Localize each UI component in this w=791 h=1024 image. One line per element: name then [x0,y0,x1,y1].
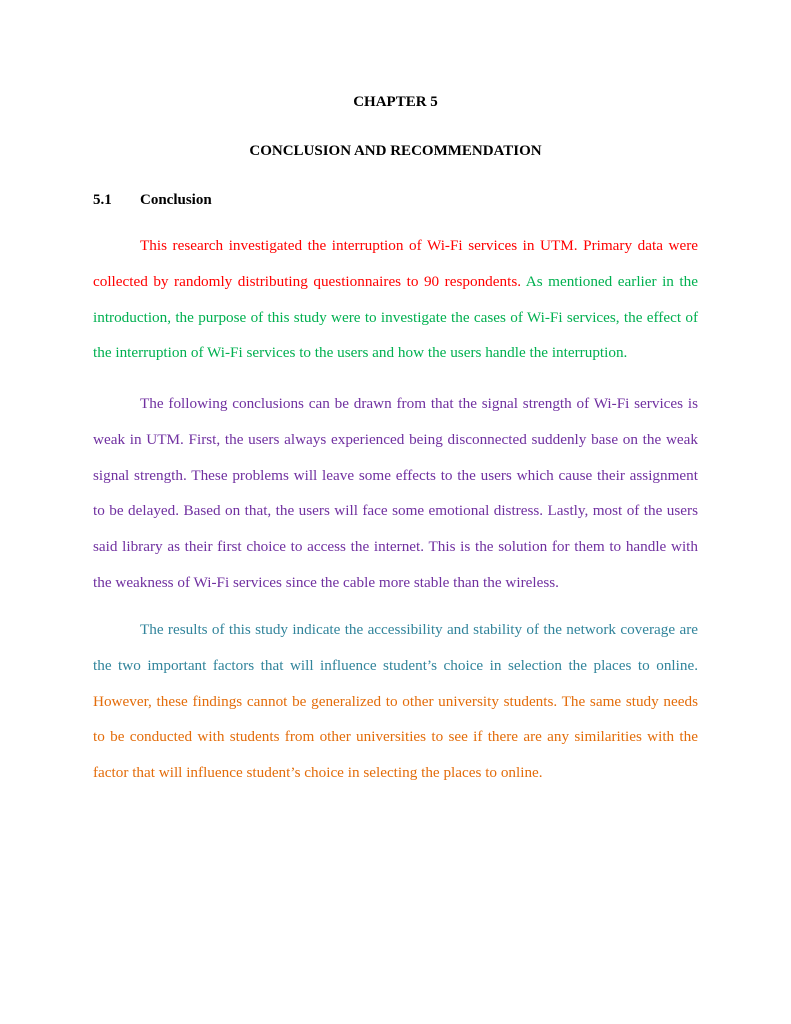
paragraph-results-limitations [93,612,698,791]
text-span-purple: The following conclusions can be drawn from that the signal strength of Wi-Fi services is weak in UTM. First, the users always experienced being disconnected suddenly base on the weak signal strength. These problems will leave some effects to the users which cause their assignment to be delayed. Based on that, the users will face some emotional distress. Lastly, most of the users said library as their first choice to access the internet. This is the solution for them to handle with the weakness of Wi-Fi services since the cable more stable than the wireless. [93,395,698,591]
section-heading [93,191,212,209]
paragraph-data-collection [93,228,698,371]
text-span-green: As mentioned earlier in the introduction, the purpose of this study were to investigate the cases of Wi-Fi services, the effect of the interruption of Wi-Fi services to the users and how the users handle the interruption. [93,272,698,362]
chapter-number: CHAPTER 5 [353,94,438,110]
paragraph-conclusions [93,386,698,601]
section-title: Conclusion [140,192,212,208]
section-number: 5.1 [93,192,112,208]
text-span-orange: However, these findings cannot be generalized to other university students. The same study needs to be conducted with students from other universities to see if there are any similarities with the factor that will influence student’s choice in selecting the places to online. [93,692,698,782]
chapter-title: CONCLUSION AND RECOMMENDATION [249,143,542,159]
text-span-teal: The results of this study indicate the accessibility and stability of the network coverage are the two important factors that will influence student’s choice in selection the places to online. [93,621,698,674]
text-span-red: This research investigated the interruption of Wi-Fi services in UTM. Primary data were collected by randomly distributing questionnaires to 90 respondents. [93,237,698,290]
